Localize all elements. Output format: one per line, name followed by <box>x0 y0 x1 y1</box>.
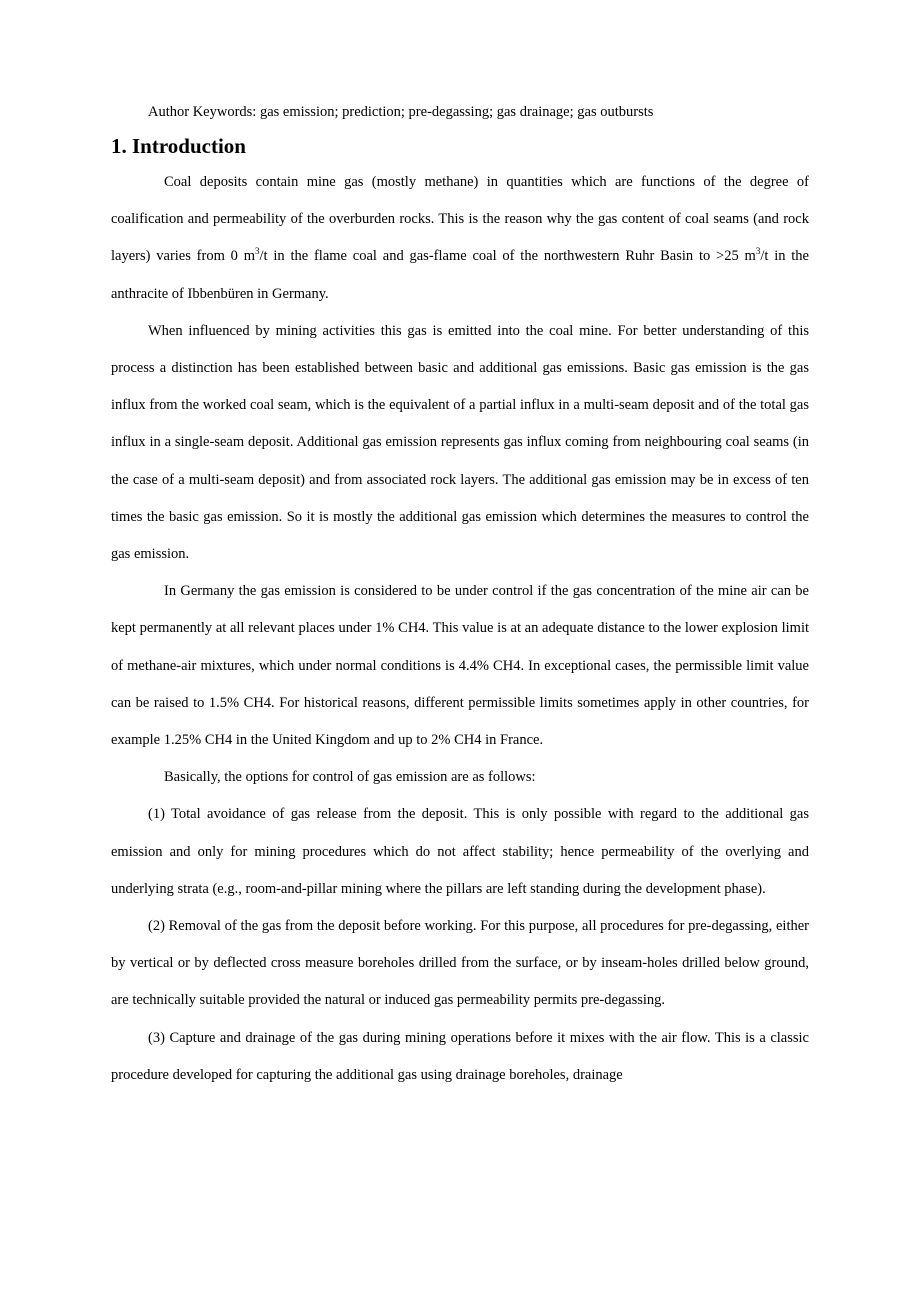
paragraph-option-2: (2) Removal of the gas from the deposit before working. For this purpose, all procedures for pre-degassing, either by vertical or by deflected cross measure boreholes drilled from the surface, or by inseam-holes drilled below ground, are technically suitable provided the natural or induced gas permeability permits pre-degassing. <box>111 918 809 1009</box>
document-page <box>111 100 809 1094</box>
paragraph-text: /t in the anthracite of Ibbenbüren in Germany. <box>111 248 809 302</box>
section-heading: 1. Introduction <box>111 134 246 158</box>
paragraph-option-3: (3) Capture and drainage of the gas during mining operations before it mixes with the air flow. This is a classic procedure developed for capturing the additional gas using drainage boreholes, drainage <box>111 1029 809 1083</box>
paragraph-text: Coal deposits contain mine gas (mostly methane) in quantities which are functions of the degree of coalification and permeability of the overburden rocks. This is the reason why the gas content of coal seams (and rock layers) varies from 0 m <box>111 174 809 265</box>
author-keywords: Author Keywords: gas emission; prediction; pre-degassing; gas drainage; gas outbursts <box>148 104 654 120</box>
paragraph-gas-content <box>111 164 809 313</box>
paragraph-option-1: (1) Total avoidance of gas release from the deposit. This is only possible with regard to the additional gas emission and only for mining procedures which do not affect stability; hence permeability of the overlying and underlying strata (e.g., room-and-pillar mining where the pillars are left standing during the development phase). <box>111 806 809 897</box>
paragraph-gas-emissions: When influenced by mining activities this gas is emitted into the coal mine. For better understanding of this process a distinction has been established between basic and additional gas emissions. Basic gas emission is the gas influx from the worked coal seam, which is the equivalent of a partial influx in a multi-seam deposit and of the total gas influx in a single-seam deposit. Additional gas emission represents gas influx coming from neighbouring coal seams (in the case of a multi-seam deposit) and from associated rock layers. The additional gas emission may be in excess of ten times the basic gas emission. So it is mostly the additional gas emission which determines the measures to control the gas emission. <box>111 322 809 563</box>
paragraph-options-intro: Basically, the options for control of gas emission are as follows: <box>164 769 536 786</box>
paragraph-control-limits: In Germany the gas emission is considered to be under control if the gas concentration of the mine air can be kept permanently at all relevant places under 1% CH4. This value is at an adequate distance to the lower explosion limit of methane-air mixtures, which under normal conditions is 4.4% CH4. In exceptional cases, the permissible limit value can be raised to 1.5% CH4. For historical reasons, different permissible limits sometimes apply in other countries, for example 1.25% CH4 in the United Kingdom and up to 2% CH4 in France. <box>111 583 809 749</box>
superscript: 3 <box>755 246 761 257</box>
paragraph-text: /t in the flame coal and gas-flame coal of the northwestern Ruhr Basin to >25 m <box>259 248 756 265</box>
superscript: 3 <box>255 246 260 257</box>
